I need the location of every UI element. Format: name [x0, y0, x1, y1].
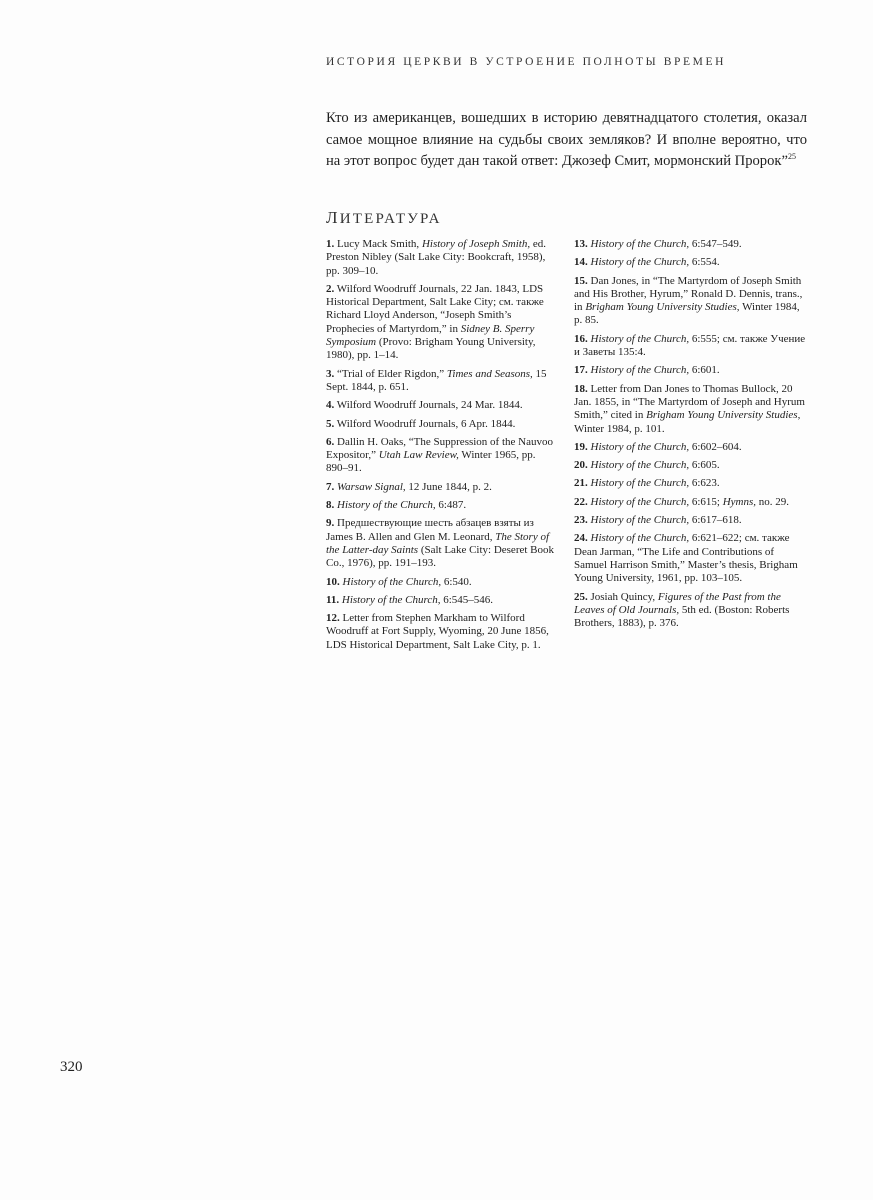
- reference-note: [326, 436, 558, 476]
- section-heading-initial: Л: [326, 208, 340, 227]
- note-number: 23.: [574, 514, 588, 527]
- note-text: 6:601.: [689, 364, 720, 377]
- reference-note: [574, 256, 806, 269]
- note-title: Times and Seasons,: [446, 367, 533, 380]
- reference-note: [574, 514, 806, 527]
- note-text: 6:555; см. также Учение и Заветы 135:4.: [574, 332, 806, 359]
- notes-column-right: [574, 238, 806, 635]
- note-number: 12.: [326, 612, 340, 625]
- reference-note: [326, 418, 558, 431]
- note-number: 22.: [574, 495, 588, 508]
- reference-note: [326, 594, 558, 607]
- note-number: 20.: [574, 459, 588, 472]
- note-number: 3.: [326, 367, 335, 380]
- reference-note: [326, 481, 558, 494]
- note-title: History of the Church,: [590, 440, 690, 453]
- note-text: Winter 1984, p. 85.: [574, 301, 800, 327]
- reference-note: [574, 364, 806, 377]
- note-text: 6:487.: [435, 499, 467, 512]
- note-number: 5.: [326, 417, 335, 430]
- note-text: 6:617–618.: [689, 514, 742, 527]
- note-text: 6:621–622; см. также Dean Jarman, “The Life and Contributions of Samuel Harrison Smith,” Master’s thesis, Brigham Young University, 1961, pp. 103–105.: [574, 532, 798, 585]
- reference-note: [574, 333, 806, 360]
- footnote-reference: 25: [787, 152, 796, 162]
- reference-note: [326, 576, 558, 589]
- note-number: 10.: [326, 575, 340, 588]
- reference-note: [574, 532, 806, 585]
- note-text: Winter 1965, pp. 890–91.: [326, 449, 536, 475]
- note-text: “Trial of Elder Rigdon,”: [334, 367, 447, 380]
- note-number: 15.: [574, 274, 588, 287]
- note-number: 14.: [574, 256, 588, 269]
- reference-note: [574, 383, 806, 436]
- note-text: Wilford Woodruff Journals, 6 Apr. 1844.: [334, 417, 516, 430]
- note-title: History of the Church,: [590, 495, 690, 508]
- note-title: History of the Church,: [590, 332, 690, 345]
- note-title: History of the Church,: [590, 477, 690, 490]
- section-heading: [326, 208, 442, 228]
- note-text: 6:602–604.: [689, 440, 742, 453]
- reference-note: [326, 612, 558, 652]
- note-number: 1.: [326, 238, 335, 250]
- note-number: 2.: [326, 282, 335, 295]
- reference-note: [326, 399, 558, 412]
- note-text: (Salt Lake City: Deseret Book Co., 1976), pp. 191–193.: [326, 543, 555, 570]
- note-number: 16.: [574, 332, 588, 345]
- note-text: Dan Jones, in “The Martyrdom of Joseph Smith and His Brother, Hyrum,” Ronald D. Dennis, trans., in: [574, 274, 803, 314]
- note-text: 6:547–549.: [689, 238, 742, 250]
- note-title: Brigham Young University Studies,: [585, 301, 740, 314]
- note-title: History of the Church,: [590, 256, 690, 269]
- note-title: Figures of the Past from the Leaves of Old Journals,: [574, 590, 781, 616]
- note-number: 19.: [574, 440, 588, 453]
- note-text: Wilford Woodruff Journals, 22 Jan. 1843, LDS Historical Department, Salt Lake City; см. также Richard Lloyd Anderson, “Joseph Smith’s Prophecies of Martyrdom,” in: [326, 282, 544, 335]
- note-number: 6.: [326, 435, 335, 448]
- note-text: Dallin H. Oaks, “The Suppression of the Nauvoo Expositor,”: [326, 435, 553, 462]
- reference-note: [574, 238, 806, 251]
- note-title: History of the Church,: [337, 499, 436, 512]
- note-text: Предшествующие шесть абзацев взяты из James B. Allen and Glen M. Leonard,: [326, 517, 534, 543]
- note-text: 6:615;: [689, 495, 723, 508]
- note-text: 6:554.: [689, 256, 720, 269]
- running-head: ИСТОРИЯ ЦЕРКВИ В УСТРОЕНИЕ ПОЛНОТЫ ВРЕМЕН: [326, 56, 727, 68]
- note-text: Winter 1984, p. 101.: [574, 422, 665, 435]
- note-title: Warsaw Signal,: [337, 480, 406, 493]
- note-title: History of the Church,: [590, 459, 690, 472]
- reference-note: [326, 517, 558, 570]
- note-text: no. 29.: [756, 495, 790, 508]
- note-text: (Provo: Brigham Young University, 1980), pp. 1–14.: [326, 336, 536, 362]
- reference-note: [574, 441, 806, 454]
- note-number: 17.: [574, 364, 588, 377]
- reference-note: [574, 275, 806, 328]
- note-title: History of the Church,: [590, 514, 690, 527]
- intro-text: Кто из американцев, вошедших в историю девятнадцатого столетия, оказал самое мощное влияние на судьбы своих земляков? И вполне вероятно, что на этот вопрос будет дан такой ответ: Джозеф Смит, мормонский Пророк”: [326, 110, 807, 169]
- note-text: 6:605.: [689, 459, 720, 472]
- note-title: History of Joseph Smith,: [421, 238, 531, 250]
- note-title: The Story of the Latter-day Saints: [326, 530, 550, 556]
- note-text: 5th ed. (Boston: Roberts Brothers, 1883), p. 376.: [574, 603, 790, 630]
- intro-paragraph: [326, 108, 807, 173]
- reference-note: [326, 499, 558, 512]
- note-title: History of the Church,: [590, 238, 690, 250]
- note-number: 11.: [326, 593, 340, 606]
- note-number: 4.: [326, 399, 335, 412]
- note-text: Letter from Dan Jones to Thomas Bullock, 20 Jan. 1855, in “The Martyrdom of Joseph and Hyrum Smith,” cited in: [574, 382, 805, 422]
- note-text: Lucy Mack Smith,: [334, 238, 422, 250]
- note-text: 6:540.: [441, 575, 472, 588]
- note-title: History of the Church,: [342, 575, 442, 588]
- note-text: Wilford Woodruff Journals, 24 Mar. 1844.: [334, 399, 523, 412]
- note-text: ed. Preston Nibley (Salt Lake City: Bookcraft, 1958), pp. 309–10.: [326, 238, 546, 277]
- reference-note: [326, 238, 558, 278]
- note-text: 6:545–546.: [440, 593, 494, 606]
- note-number: 25.: [574, 590, 588, 603]
- note-title: Sidney B. Sperry Symposium: [326, 322, 535, 349]
- note-text: Josiah Quincy,: [587, 590, 658, 603]
- reference-note: [326, 283, 558, 363]
- note-number: 21.: [574, 477, 588, 490]
- note-number: 7.: [326, 480, 335, 493]
- reference-note: [574, 496, 806, 509]
- note-text: 12 June 1844, p. 2.: [405, 480, 492, 493]
- note-title: Utah Law Review,: [378, 449, 459, 462]
- note-number: 8.: [326, 499, 335, 512]
- note-title: History of the Church,: [341, 593, 441, 606]
- reference-note: [574, 591, 806, 631]
- note-title: Brigham Young University Studies,: [646, 409, 801, 422]
- note-text: Letter from Stephen Markham to Wilford Woodruff at Fort Supply, Wyoming, 20 June 1856, LDS Historical Department, Salt Lake City, p. 1.: [326, 612, 549, 651]
- section-heading-rest: ИТЕРАТУРА: [339, 211, 442, 227]
- note-text: 15 Sept. 1844, p. 651.: [326, 367, 547, 393]
- notes-column-left: [326, 238, 558, 657]
- note-text: 6:623.: [689, 477, 720, 490]
- note-title: History of the Church,: [590, 532, 690, 545]
- note-number: 24.: [574, 532, 588, 545]
- page-number: 320: [60, 1059, 83, 1075]
- note-number: 18.: [574, 382, 588, 395]
- reference-note: [574, 477, 806, 490]
- note-title: Hymns,: [722, 495, 757, 508]
- reference-note: [574, 459, 806, 472]
- reference-note: [326, 368, 558, 395]
- note-number: 13.: [574, 238, 588, 250]
- note-title: History of the Church,: [590, 364, 690, 377]
- note-number: 9.: [326, 517, 335, 530]
